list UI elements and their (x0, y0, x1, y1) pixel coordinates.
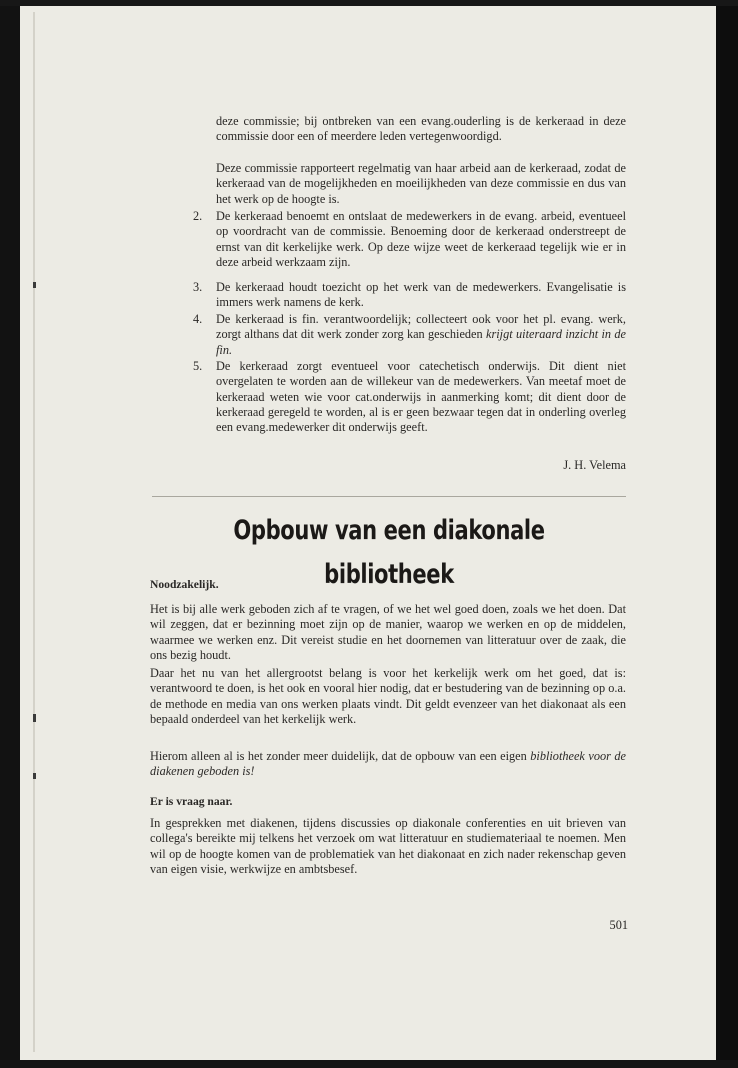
gutter-mark (33, 773, 36, 779)
list-item-number: 2. (193, 209, 203, 223)
continuation-paragraph: Deze commissie rapporteert regelmatig van haar arbeid aan de kerkeraad, zodat de kerkeraad van de mogelijkheden en moeilijkheden van deze commissie en dus van het werk op de hoogte is. (216, 161, 626, 206)
section-heading: Noodzakelijk. (150, 578, 219, 591)
list-item-text (216, 312, 626, 358)
scan-border-bottom (0, 1060, 738, 1068)
list-item-text: De kerkeraad zorgt eventueel voor catechetisch onderwijs. Dit dient niet overgelaten te worden aan de willekeur van de medewerkers. Van meetaf moet de kerkeraad weten wie voor cat.onderwijs in aanmerking komt; dit dient door de kerkeraad geregeld te worden, al is er geen bezwaar tegen dat in onderling overleg een evang.medewerker dit onderwijs geeft. (216, 359, 626, 435)
body-text-italic: bibliotheek voor de diakenen geboden is! (150, 749, 626, 779)
page-number: 501 (609, 918, 628, 932)
body-paragraph: Daar het nu van het allergrootst belang is voor het kerkelijk werk om het goed, dat is: verantwoord te doen, is het ook en vooral hier nodig, dat er bestudering van de bezinning op o.a. de methode en media van ons werken plaats vindt. Dit geldt evenzeer van het diakonaat als een bepaald onderdeel van het kerkelijk werk. (150, 666, 626, 726)
gutter-mark (33, 282, 36, 288)
body-paragraph: In gesprekken met diakenen, tijdens discussies op diakonale conferenties en uit brieven van collega's bereikte mij telkens het verzoek om wat litteratuur en studiemateriaal te noemen. Men wil op de hoogte komen van de problematiek van het diakonaat en zich nader rekenschap geven van eigen visie, werkwijze en ambtsbesef. (150, 816, 626, 876)
list-item-text: De kerkeraad benoemt en ontslaat de medewerkers in de evang. arbeid, eventueel op voordracht van de commissie. Benoeming door de kerkeraad onderstreept de ernst van dit kerkelijke werk. Op deze wijze weet de kerkeraad tegelijk wie er in deze arbeid werkzaam zijn. (216, 209, 626, 269)
page-gutter (33, 12, 35, 1052)
list-item-text: De kerkeraad houdt toezicht op het werk van de medewerkers. Evangelisatie is immers werk namens de kerk. (216, 280, 626, 310)
list-item-number: 5. (193, 359, 203, 373)
list-item-number: 3. (193, 280, 203, 294)
article-title: Opbouw van een diakonale bibliotheek (233, 515, 545, 590)
body-paragraph (150, 749, 626, 780)
body-text-roman: Hierom alleen al is het zonder meer duidelijk, dat de opbouw van een eigen (150, 749, 527, 763)
list-item-text-italic: krijgt uiteraard inzicht in de fin. (216, 327, 626, 357)
gutter-mark (33, 714, 36, 722)
section-divider (152, 496, 626, 497)
list-item-text-roman: De kerkeraad is fin. verantwoordelijk; collecteert ook voor het pl. evang. werk, zorgt althans dat dit werk zonder zorg kan geschieden (216, 312, 626, 342)
body-paragraph: Het is bij alle werk geboden zich af te vragen, of we het wel goed doen, zoals we het doen. Dat wil zeggen, dat er bezinning moet zijn op de manier, waarop we werken en op de middelen, waarmee we werken enz. Dit vereist studie en het doornemen van litteratuur over de zaak, die ons bezig houdt. (150, 602, 626, 662)
section-heading: Er is vraag naar. (150, 795, 233, 808)
author-signature: J. H. Velema (563, 458, 626, 472)
list-item-number: 4. (193, 312, 203, 326)
scan-border-right (716, 0, 738, 1068)
scan-border-left (0, 0, 20, 1068)
continuation-paragraph: deze commissie; bij ontbreken van een evang.ouderling is de kerkeraad in deze commissie door een of meerdere leden vertegenwoordigd. (216, 114, 626, 144)
